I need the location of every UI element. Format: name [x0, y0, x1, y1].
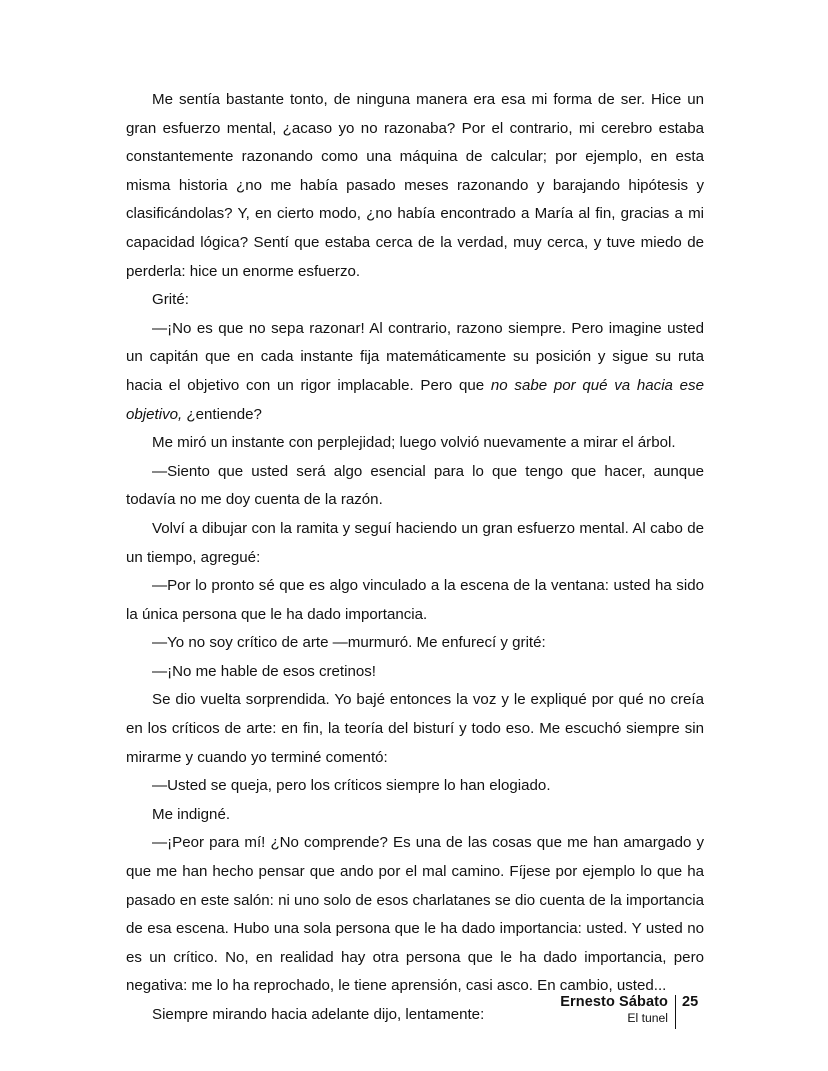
text-run: Se dio vuelta sorprendida. Yo bajé entonces la voz y le expliqué por qué no creía en los críticos de arte: en fin, la teoría del bisturí y todo eso. Me escuchó siempre sin mirarme y cuando yo terminé comentó: — [126, 691, 704, 766]
paragraph — [126, 629, 704, 658]
paragraph — [126, 829, 704, 1001]
paragraph — [126, 658, 704, 687]
paragraph — [126, 86, 704, 286]
text-run: Me miró un instante con perplejidad; luego volvió nuevamente a mirar el árbol. — [152, 434, 676, 452]
text-run: Volví a dibujar con la ramita y seguí haciendo un gran esfuerzo mental. Al cabo de un tiempo, agregué: — [126, 519, 704, 566]
text-run: —¡Peor para mí! ¿No comprende? Es una de las cosas que me han amargado y que me han hecho pensar que ando por el mal camino. Fíjese por ejemplo lo que ha pasado en este salón: ni uno solo de esos charlatanes se dio cuenta de la importancia de esa escena. Hubo una sola persona que le ha dado importancia: usted. Y usted no es un crítico. No, en realidad hay otra persona que le ha dado importancia, pero negativa: me lo ha reprochado, le tiene aprensión, casi asco. En cambio, usted... — [126, 834, 704, 995]
paragraph — [126, 286, 704, 315]
italic-text-run: no sabe por qué va hacia ese objetivo, — [126, 376, 704, 423]
footer-bottom-row — [372, 1011, 702, 1025]
footer-book-title: El tunel — [627, 1011, 668, 1025]
paragraph — [126, 801, 704, 830]
text-run: Grité: — [152, 291, 189, 309]
text-run: Siempre mirando hacia adelante dijo, lentamente: — [152, 1006, 485, 1023]
text-run: —¡No me hable de esos cretinos! — [152, 662, 376, 680]
paragraph — [126, 686, 704, 772]
text-run: ¿entiende? — [182, 405, 262, 423]
text-run: Me indigné. — [152, 805, 231, 823]
footer-divider — [675, 995, 676, 1029]
text-run: —¡No es que no sepa razonar! Al contrario, razono siempre. Pero imagine usted un capitán que en cada instante fija matemáticamente su posición y sigue su ruta hacia el objetivo con un rigor implacable. Pero que — [126, 319, 704, 394]
text-run: —Siento que usted será algo esencial para lo que tengo que hacer, aunque todavía no me doy cuenta de la razón. — [126, 462, 704, 509]
body-text-column — [126, 86, 704, 1030]
paragraph — [126, 515, 704, 572]
text-run: Me sentía bastante tonto, de ninguna manera era esa mi forma de ser. Hice un gran esfuerzo mental, ¿acaso yo no razonaba? Por el contrario, mi cerebro estaba constantemente razonando como una máquina de calcular; por ejemplo, en esta misma historia ¿no me había pasado meses razonando y barajando hipótesis y clasificándolas? Y, en cierto modo, ¿no había encontrado a María al fin, gracias a mi capacidad lógica? Sentí que estaba cerca de la verdad, muy cerca, y tuve miedo de perderla: hice un enorme esfuerzo. — [126, 91, 704, 280]
footer-author: Ernesto Sábato — [560, 994, 668, 1010]
text-run: —Usted se queja, pero los críticos siempre lo han elogiado. — [152, 777, 551, 795]
paragraph — [126, 429, 704, 458]
footer-top-row — [372, 994, 702, 1010]
paragraph — [126, 772, 704, 801]
text-run: —Yo no soy crítico de arte —murmuró. Me enfurecí y grité: — [152, 634, 546, 652]
page-number: 25 — [682, 994, 699, 1010]
page-footer — [372, 994, 702, 1025]
paragraph — [126, 458, 704, 515]
text-run: —Por lo pronto sé que es algo vinculado a la escena de la ventana: usted ha sido la única persona que le ha dado importancia. — [126, 577, 704, 623]
paragraph — [126, 315, 704, 429]
paragraph — [126, 572, 704, 629]
